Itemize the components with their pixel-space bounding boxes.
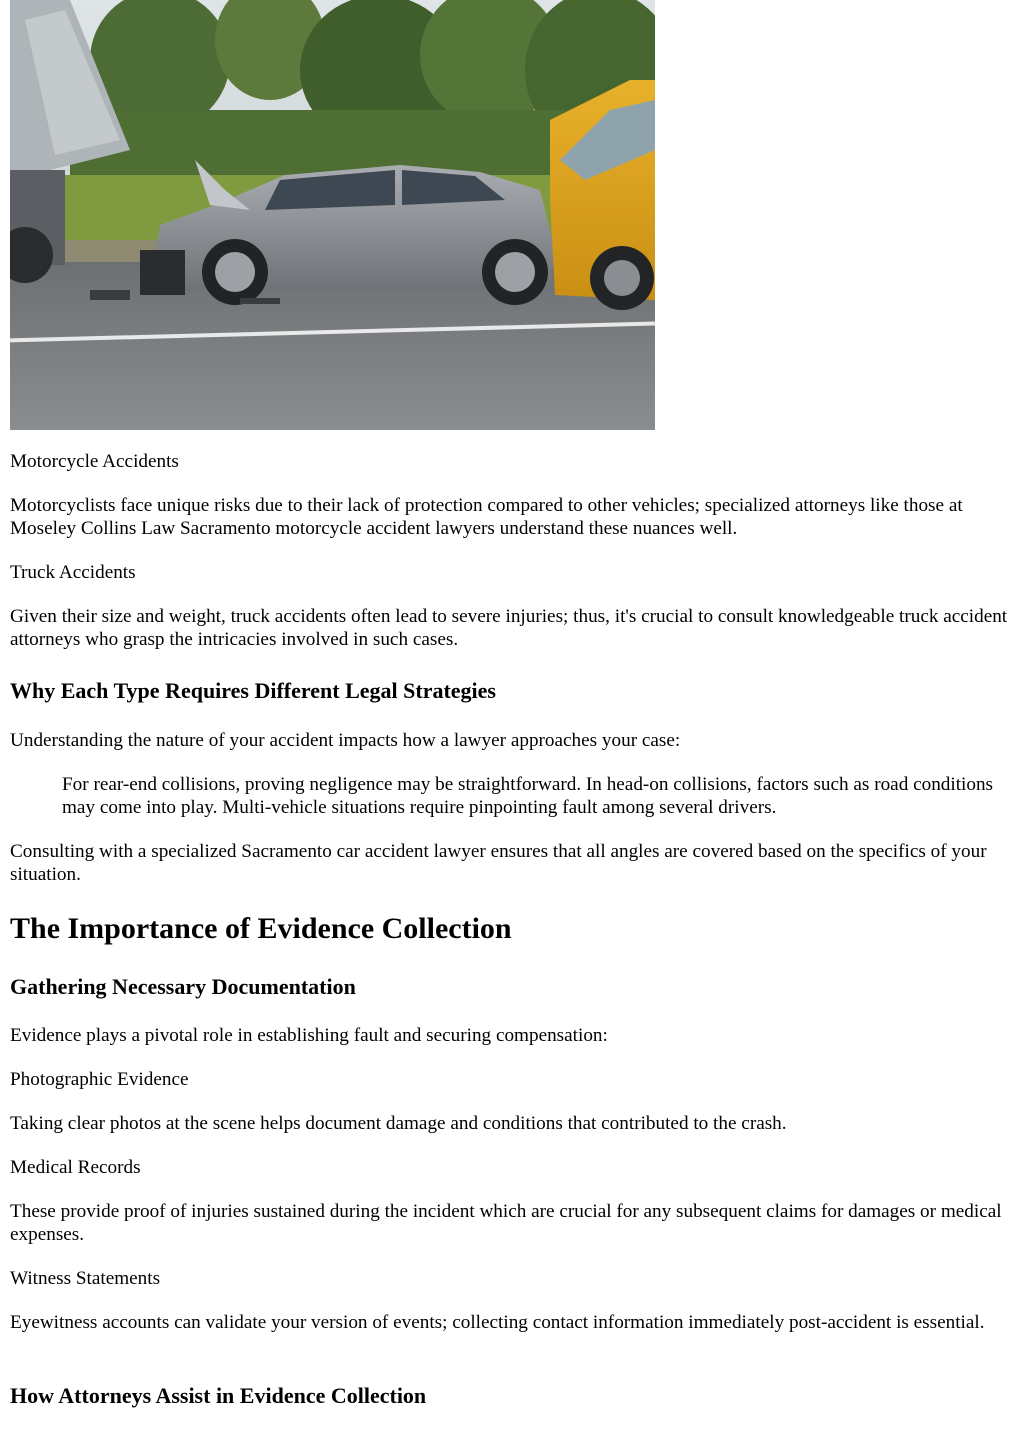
witness-label: Witness Statements bbox=[10, 1268, 161, 1289]
motorcycle-label: Motorcycle Accidents bbox=[10, 451, 179, 472]
medical-label: Medical Records bbox=[10, 1157, 141, 1178]
truck-label: Truck Accidents bbox=[10, 562, 136, 583]
witness-text: Eyewitness accounts can validate your version of events; collecting contact information immediately post-accident is essential. bbox=[10, 1312, 985, 1333]
strategies-intro: Understanding the nature of your accident impacts how a lawyer approaches your case: bbox=[10, 730, 681, 751]
car-crash-photo-icon bbox=[10, 0, 655, 430]
strategies-outro: Consulting with a specialized Sacramento car accident lawyer ensures that all angles are covered based on the specifics of your situation. bbox=[10, 841, 987, 885]
medical-text: These provide proof of injuries sustained during the incident which are crucial for any subsequent claims for damages or medical expenses. bbox=[10, 1201, 1002, 1245]
strategies-quote: For rear-end collisions, proving negligence may be straightforward. In head-on collisions, factors such as road conditions may come into play. Multi-vehicle situations require pinpointing fault among several drivers. bbox=[62, 774, 994, 818]
car-crash-photo bbox=[10, 0, 655, 430]
attorneys-heading: How Attorneys Assist in Evidence Collection bbox=[10, 1383, 427, 1408]
documentation-intro: Evidence plays a pivotal role in establishing fault and securing compensation: bbox=[10, 1025, 608, 1046]
truck-text: Given their size and weight, truck accidents often lead to severe injuries; thus, it's crucial to consult knowledgeable truck accident attorneys who grasp the intricacies involved in such cases. bbox=[10, 606, 1008, 650]
photo-text: Taking clear photos at the scene helps document damage and conditions that contributed to the crash. bbox=[10, 1113, 787, 1134]
evidence-heading: The Importance of Evidence Collection bbox=[10, 912, 512, 945]
strategies-heading: Why Each Type Requires Different Legal Strategies bbox=[10, 678, 496, 703]
photo-label: Photographic Evidence bbox=[10, 1069, 189, 1090]
documentation-heading: Gathering Necessary Documentation bbox=[10, 974, 356, 999]
article bbox=[10, 0, 1014, 1408]
motorcycle-text: Motorcyclists face unique risks due to their lack of protection compared to other vehicles; specialized attorneys like those at Moseley Collins Law Sacramento motorcycle accident lawyers understand these nuances well. bbox=[10, 495, 963, 539]
